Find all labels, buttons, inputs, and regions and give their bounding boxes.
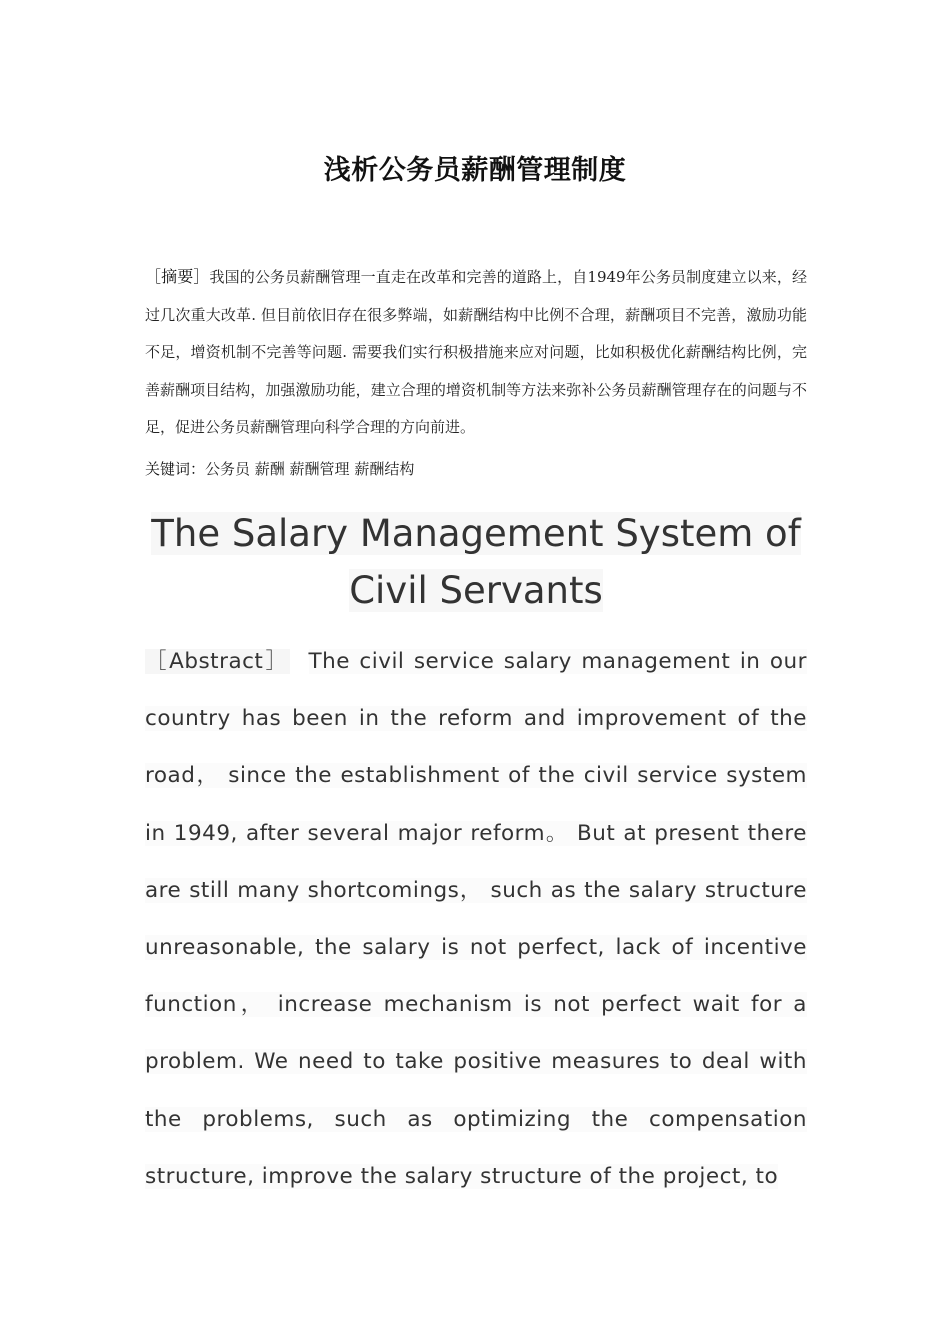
document-title-en	[145, 505, 807, 619]
keywords-cn-label: 关键词：	[145, 460, 206, 478]
abstract-en	[145, 633, 807, 1205]
abstract-en-label: ［Abstract］	[145, 649, 290, 674]
keywords-cn	[145, 458, 807, 480]
abstract-cn-text: 我国的公务员薪酬管理一直走在改革和完善的道路上，自1949年公务员制度建立以来，经过几次重大改革. 但目前依旧存在很多弊端，如薪酬结构中比例不合理，薪酬项目不完善，激励功能不足，增资机制不完善等问题. 需要我们实行积极措施来应对问题，比如积极优化薪酬结构比例，完善薪酬项目结构，加强激励功能，建立合理的增资机制等方法来弥补公务员薪酬管理存在的问题与不足，促进公务员薪酬管理向科学合理的方向前进。	[145, 268, 807, 436]
title-en-text: The Salary Management System of Civil Servants	[151, 512, 801, 612]
keywords-cn-text: 公务员 薪酬 薪酬管理 薪酬结构	[205, 460, 415, 478]
abstract-en-text: The civil service salary management in our country has been in the reform and improvement of the road， since the establishment of the civil service system in 1949, after several major reform。 But at present there are still many shortcomings， such as the salary structure unreasonable, the salary is not perfect, lack of incentive function， increase mechanism is not perfect wait for a problem. We need to take positive measures to deal with the problems, such as optimizing the compensation structure, improve the salary structure of the project, to	[145, 649, 807, 1189]
abstract-cn-label: ［摘要］	[145, 267, 210, 286]
document-title-cn: 浅析公务员薪酬管理制度	[323, 155, 627, 186]
abstract-cn	[145, 258, 807, 447]
